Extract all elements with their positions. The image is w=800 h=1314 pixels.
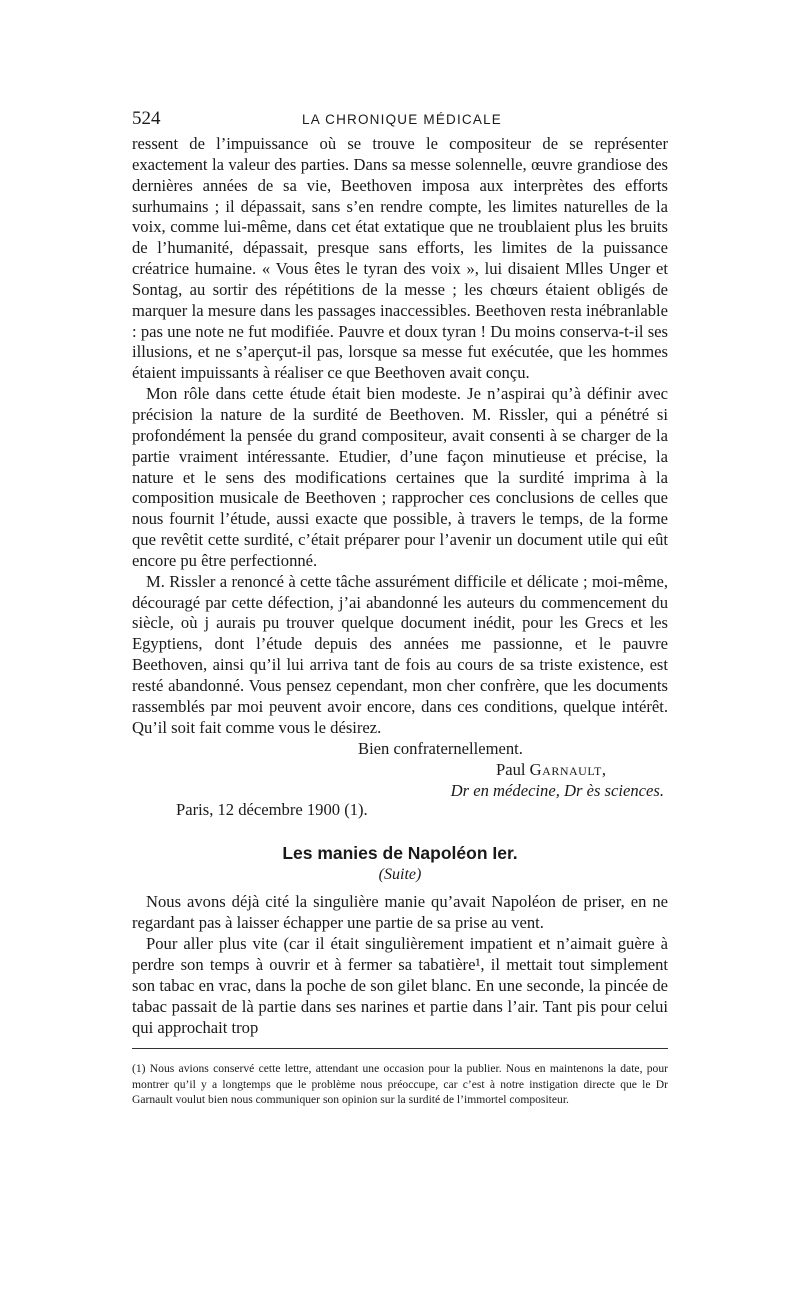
letter-paragraph: Mon rôle dans cette étude était bien modeste. Je n’aspirai qu’à définir avec précision la nature de la surdité de Beethoven. M. Rissler, qui a pénétré si profondément la pensée du grand compositeur, avait consenti à se charger de la partie vraiment intéressante. Etudier, d’une façon minutieuse et précise, la nature et le sens des modifications certaines que la surdité imprima à la composition musicale de Beethoven ; rapprocher ces conclusions de celles que nous fournit l’étude, aussi exacte que possible, à travers le temps, de la forme que revêtit cette surdité, c’était préparer pour l’avenir un document utile qui eût encore pu être perfectionné. xyxy=(132,384,668,570)
closing-salutation: Bien confraternellement. xyxy=(358,739,523,759)
article-paragraph: Nous avons déjà cité la singulière manie qu’avait Napoléon de priser, en ne regardant pas à laisser échapper une partie de sa prise au vent. xyxy=(132,892,668,933)
article-body xyxy=(132,892,668,1038)
signature-last-name: Garnault, xyxy=(529,760,607,780)
letter-closing xyxy=(132,738,668,820)
letter-paragraph: M. Rissler a renoncé à cette tâche assurément difficile et délicate ; moi-même, découragé par cette défection, j’ai abandonné les auteurs du commencement du siècle, où j aurais pu trouver quelque document inédit, pour les Grecs et les Egyptiens, dont l’étude depuis des années me passionne, et le pauvre Beethoven, ainsi qu’il lui arriva tant de fois au cours de sa triste existence, est resté abandonné. Vous pensez cependant, mon cher confrère, que les documents rassemblés par moi peuvent avoir encore, dans ces conditions, quelque intérêt. Qu’il soit fait comme vous le désirez. xyxy=(132,571,668,737)
article-subtitle: (Suite) xyxy=(378,866,422,884)
footnote-text: (1) Nous avions conservé cette lettre, attendant une occasion pour la publier. Nous en maintenons la date, pour montrer qu’il y a longtemps que le problème nous préoccupe, car c’est à notre instigation directe que le Dr Garnault voulut bien nous communiquer son opinion sur la surdité de l’immortel compositeur. xyxy=(132,1062,668,1107)
footnote-divider xyxy=(132,1048,668,1049)
page xyxy=(132,108,668,1108)
signature-title: Dr en médecine, Dr ès sciences. xyxy=(450,781,664,801)
signature-first-name: Paul xyxy=(496,760,526,780)
article-title: Les manies de Napoléon Ier. xyxy=(282,843,518,864)
page-number: 524 xyxy=(132,108,161,129)
running-head: LA CHRONIQUE MÉDICALE xyxy=(302,112,502,127)
letter-body xyxy=(132,134,668,738)
footnote xyxy=(132,1061,668,1108)
signature-name xyxy=(132,759,668,780)
page-header xyxy=(132,108,668,134)
letter-date: Paris, 12 décembre 1900 (1). xyxy=(176,800,368,820)
article-paragraph: Pour aller plus vite (car il était singulièrement impatient et n’aimait guère à perdre son temps à ouvrir et à fermer sa tabatière¹, il mettait tout simplement son tabac en vrac, dans la poche de son gilet blanc. En une seconde, la pincée de tabac passait de là partie dans ses narines et partie dans l’air. Tant pis pour celui qui approchait trop xyxy=(132,934,668,1037)
letter-paragraph: ressent de l’impuissance où se trouve le compositeur de se représenter exactement la valeur des parties. Dans sa messe solennelle, œuvre grandiose des dernières années de sa vie, Beethoven imposa aux interprètes des efforts surhumains ; il dépassait, sans s’en rendre compte, les limites naturelles de la voix, comme lui-même, dans cet état extatique que ne troublaient plus les bruits de l’humanité, dépassait, presque sans efforts, les limites de la puissance créatrice humaine. « Vous êtes le tyran des voix », lui disaient Mlles Unger et Sontag, au sortir des répétitions de la messe ; les chœurs étaient obligés de marquer la mesure dans les passages inaccessibles. Beethoven resta inébranlable : pas une note ne fut modifiée. Pauvre et doux tyran ! Du moins conserva-t-il ses illusions, et ne s’aperçut-il pas, lorsque sa messe fut exécutée, que les hommes étaient impuissants à réaliser ce que Beethoven avait conçu. xyxy=(132,134,668,383)
